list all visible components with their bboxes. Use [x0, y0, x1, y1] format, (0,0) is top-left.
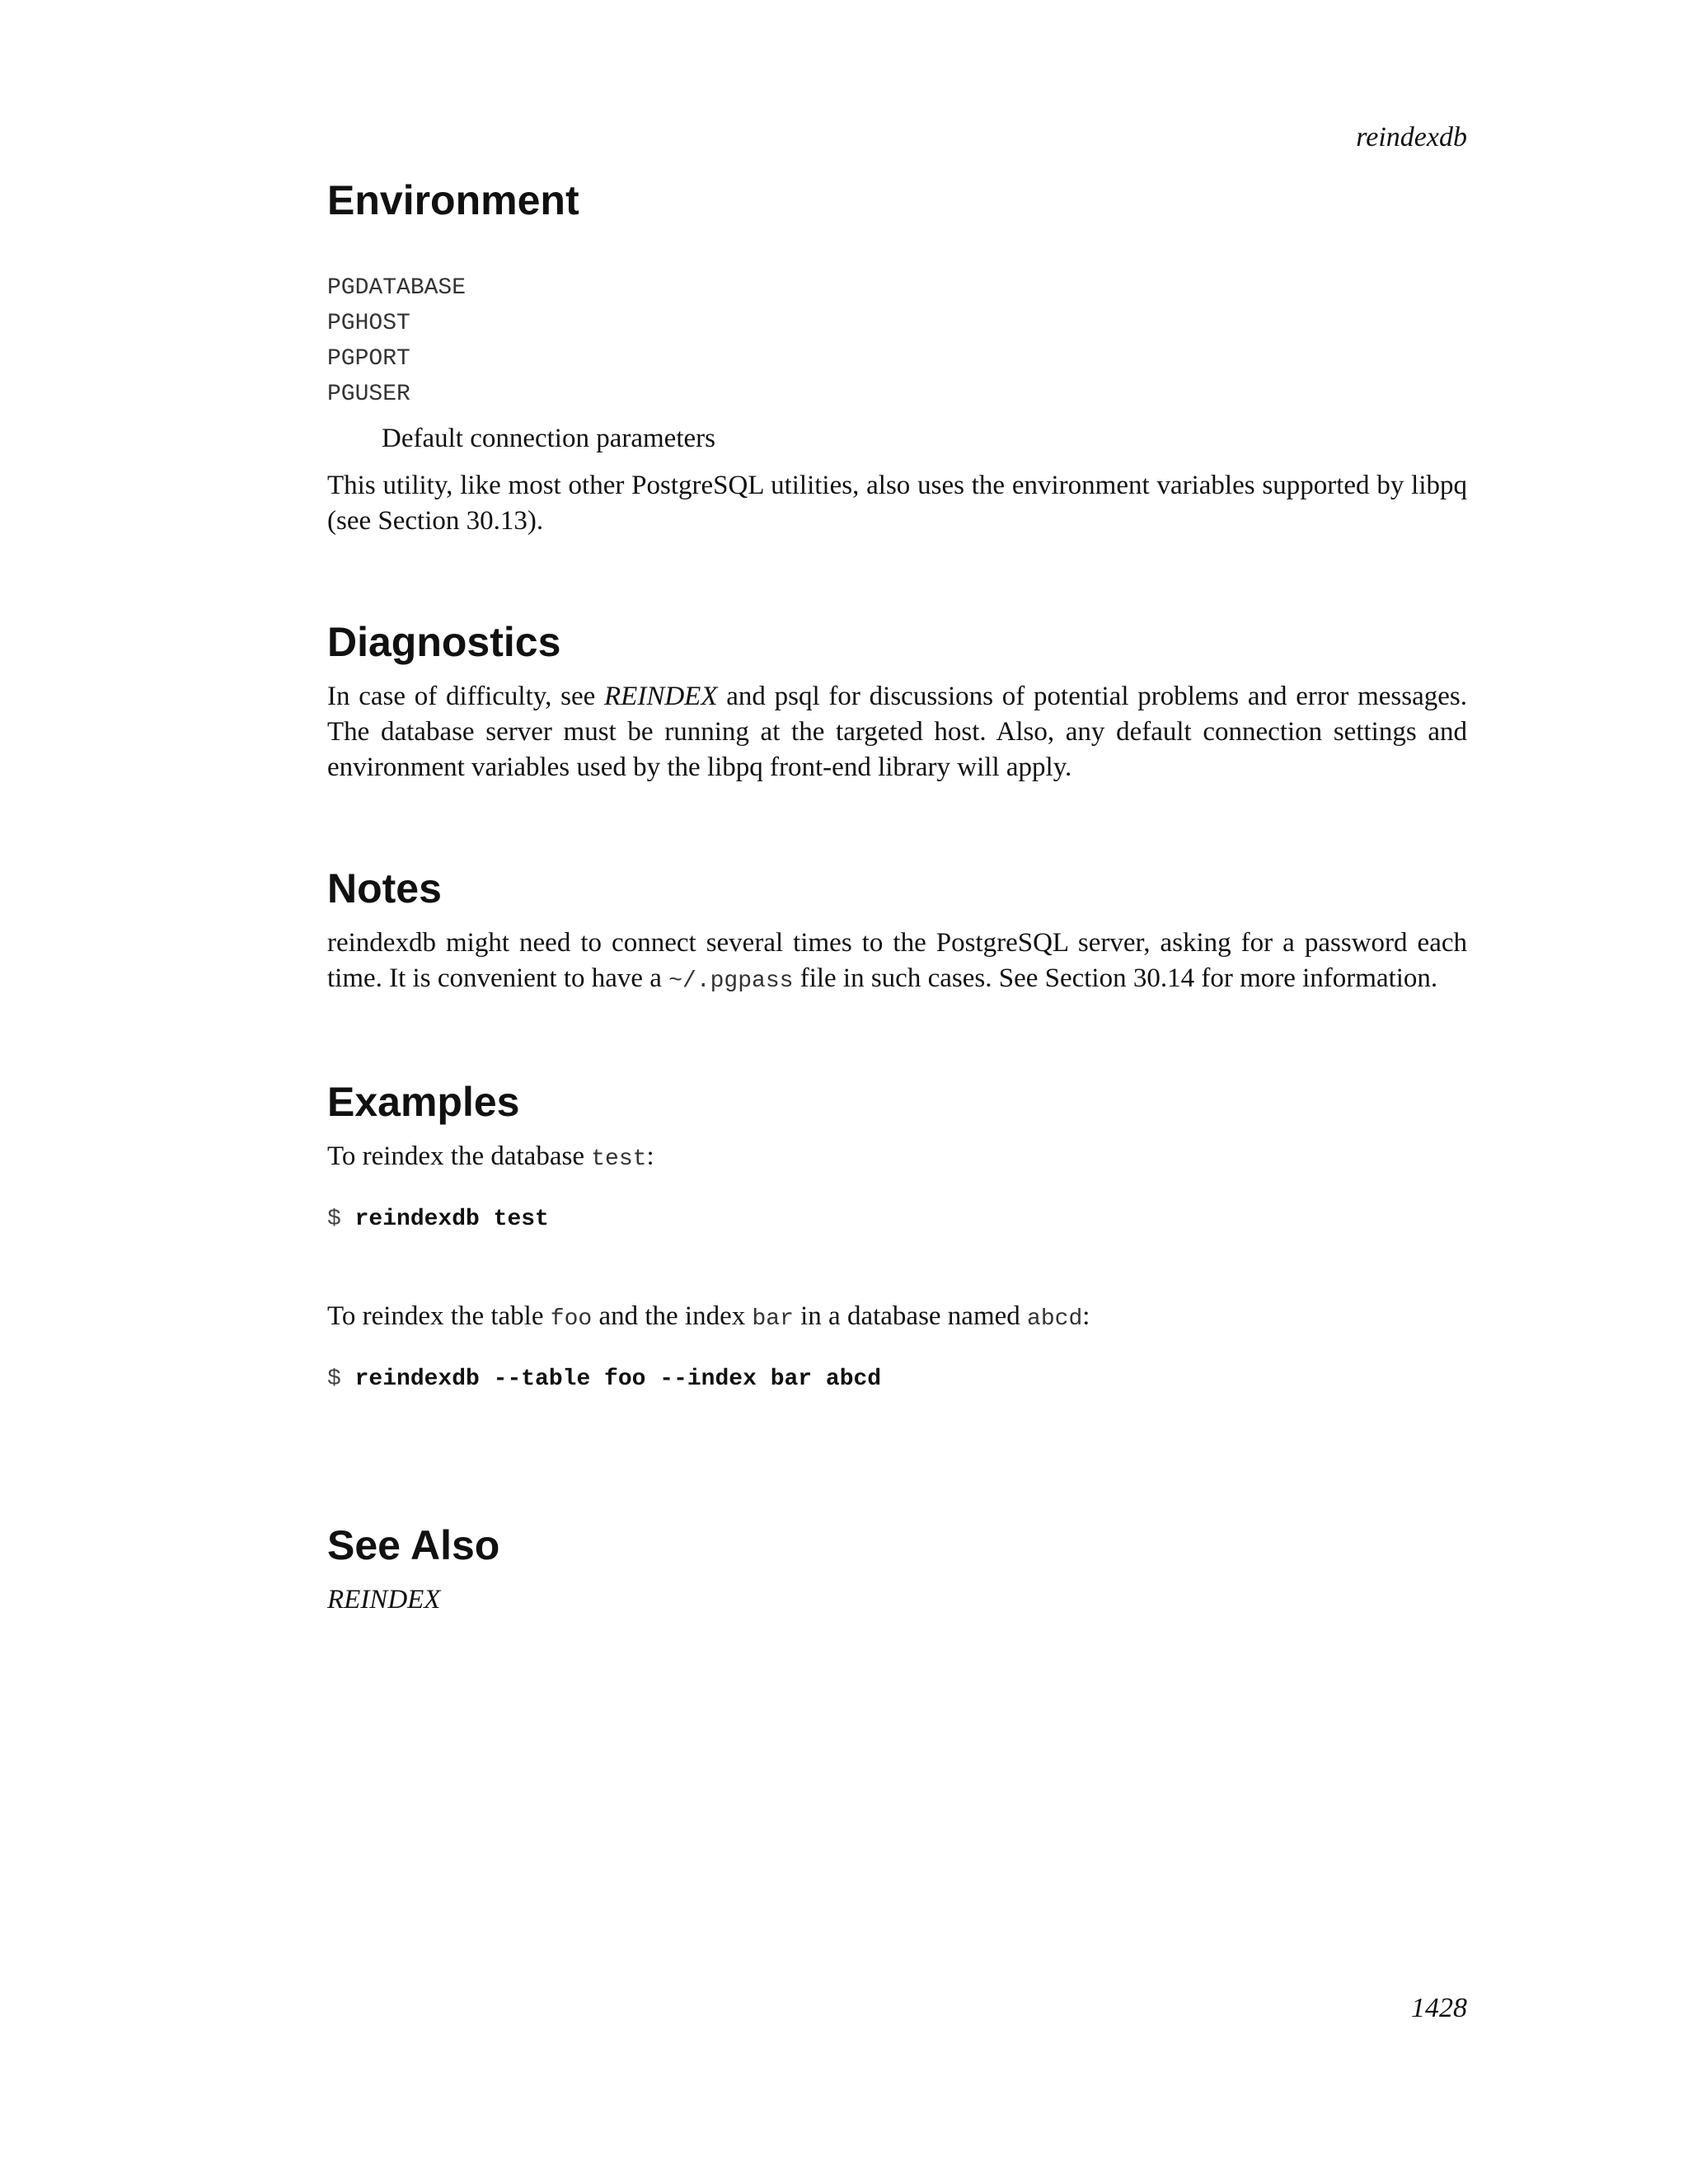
notes-paragraph: [327, 926, 1467, 999]
diagnostics-text-2: and psql for discussions of potential problems and error messages. The database server must be running at the targeted host. Also, any default connection settings and environment variables used by the libpq front-end library will apply.: [327, 682, 1467, 782]
see-also-reindex-link[interactable]: REINDEX: [327, 1585, 441, 1615]
example-1-database: test: [591, 1146, 647, 1172]
example-1-colon: :: [646, 1141, 654, 1171]
example-1-description: [327, 1139, 1467, 1177]
notes-text-2: file in such cases. See Section 30.14 for more information.: [793, 963, 1438, 993]
example-1-text: To reindex the database: [327, 1141, 592, 1171]
pgpass-filename: ~/.pgpass: [668, 968, 794, 994]
example-2-description: [327, 1299, 1467, 1337]
page-number: 1428: [1411, 1993, 1467, 2023]
shell-prompt: $: [327, 1366, 355, 1392]
diagnostics-text-1: In case of difficulty, see: [327, 682, 605, 711]
see-also-heading: See Also: [327, 1522, 500, 1568]
envvar-pgdatabase: PGDATABASE: [327, 275, 467, 301]
running-header: reindexdb: [1356, 122, 1467, 152]
diagnostics-section: [327, 621, 1467, 785]
example-2-colon: :: [1082, 1301, 1090, 1331]
notes-heading: Notes: [327, 865, 442, 912]
envvar-pgport: PGPORT: [327, 346, 410, 372]
environment-paragraph: This utility, like most other PostgreSQL utilities, also uses the environment variables supported by libpq (see Section 30.13).: [327, 471, 1467, 536]
diagnostics-paragraph: [327, 679, 1467, 785]
environment-section: [327, 177, 1467, 539]
example-2-text-1: To reindex the table: [327, 1301, 551, 1331]
example-2-index: bar: [752, 1306, 794, 1332]
examples-section: [327, 1081, 1467, 1397]
environment-heading: Environment: [327, 177, 579, 223]
envvar-pguser: PGUSER: [327, 382, 410, 407]
notes-section: [327, 865, 1467, 999]
diagnostics-heading: Diagnostics: [327, 619, 561, 665]
page-content: [327, 177, 1467, 1618]
environment-variables-description: Default connection parameters: [382, 424, 715, 453]
examples-heading: Examples: [327, 1079, 520, 1125]
envvar-pghost: PGHOST: [327, 311, 410, 336]
example-1-command: reindexdb test: [354, 1207, 549, 1232]
environment-variable-list: [327, 270, 1467, 412]
example-2-command: reindexdb --table foo --index bar abcd: [354, 1366, 882, 1392]
reindex-link[interactable]: REINDEX: [604, 682, 718, 711]
example-2-command-block: [327, 1361, 1467, 1397]
example-2-text-2: and the index: [592, 1301, 753, 1331]
example-1-command-block: [327, 1202, 1467, 1237]
example-2-table: foo: [550, 1306, 593, 1332]
example-2-database: abcd: [1027, 1306, 1083, 1332]
example-2-text-3: in a database named: [793, 1301, 1028, 1331]
shell-prompt: $: [327, 1207, 355, 1232]
notes-text-1: reindexdb might need to connect several times to the PostgreSQL server, asking for a password each time. It is convenient to have a: [327, 928, 1467, 993]
see-also-section: [327, 1522, 1467, 1618]
